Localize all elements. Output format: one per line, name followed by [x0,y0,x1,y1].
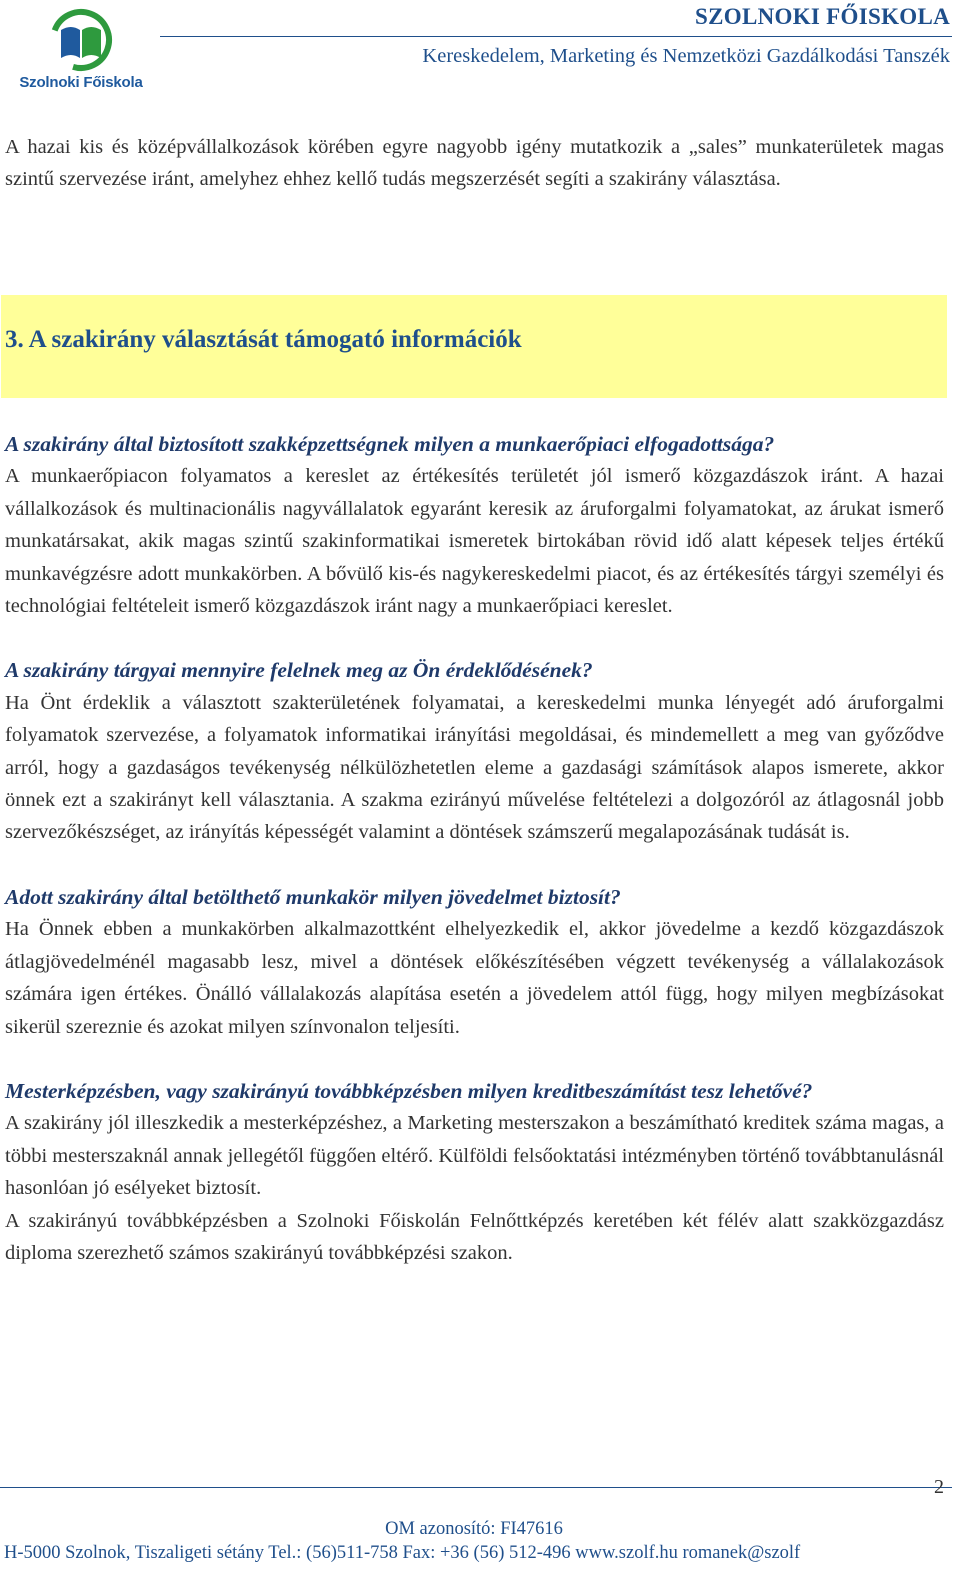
department-name: Kereskedelem, Marketing és Nemzetközi Gazdálkodási Tanszék [422,45,950,67]
header-divider [160,36,952,37]
section-title: 3. A szakirány választását támogató információk [5,326,522,353]
om-id: OM azonosító: FI47616 [385,1519,563,1539]
question-heading: Adott szakirány által betölthető munkakör milyen jövedelmet biztosít? [5,884,621,909]
page-number: 2 [934,1476,944,1498]
answer-paragraph: Ha Önnek ebben a munkakörben alkalmazottként elhelyezkedik el, akkor jövedelme a kezdő közgazdászok átlagjövedelménél magasabb lesz, mivel a döntések előkészítésében végzett tevékenység a vállalakozások számára igen értékes. Önálló vállalakozás alapítása esetén a jövedelem attól függ, hogy milyen megbízásokat sikerül szereznie és azokat milyen színvonalon teljesíti. [5,918,944,1038]
qa-list [5,428,944,1269]
footer-divider [0,1487,952,1488]
answer-paragraph: A munkaerőpiacon folyamatos a kereslet az értékesítés területét jól ismerő közgazdászok iránt. A hazai vállalkozások és multinacionális nagyvállalatok egyaránt keresik az áruforgalmi folyamatokat, az árukat ismerő munkatársakat, akik magas szintű szakinformatikai ismeretek birtokában rövid idő alatt képesek teljes értékű munkavégzésre adott munkakörben. A bővülő kis-és nagykereskedelmi piacot, és az értékesítés tárgyi személyi és technológiai feltételeit ismerő közgazdászok iránt nagy a munkaerőpiaci kereslet. [5,465,944,618]
intro-section [5,131,944,196]
logo-text: Szolnoki Főiskola [19,74,143,91]
answer-paragraph: A szakirány jól illeszkedik a mesterképzéshez, a Marketing mesterszakon a beszámítható kreditek száma magas, a többi mesterszaknál annak jellegétől függően eltérő. Külföldi felsőoktatási intézményben történő továbbtanulásnál hasonlóan jó esélyeket biztosít. [5,1112,944,1200]
open-book-logo-icon [41,8,121,72]
answer-paragraph: Ha Önt érdeklik a választott szakterületének folyamatai, a kereskedelmi munka lényegét adó áruforgalmi folyamatok szervezése, a folyamatok informatikai irányítási megoldásai, és mindemellett a meg van győződve arról, hogy a gazdaságos tevékenység nélkülözhetetlen eleme a gazdasági számítások alapos ismerete, akkor önnek ezt a szakirányt kell választania. A szakma ezirányú művelése feltételezi a dolgozóról az átlagosnál jobb szervezőkészséget, az irányítás képességét valamint a döntések számszerű megalapozásának tudását is. [5,691,944,844]
answer-paragraph: A szakirányú továbbképzésben a Szolnoki Főiskolán Felnőttképzés keretében két félév alatt szakközgazdász diploma szerezhető számos szakirányú továbbképzési szakon. [5,1209,944,1264]
footer-address: H-5000 Szolnok, Tiszaligeti sétány Tel.: (56)511-758 Fax: +36 (56) 512-496 www.szolf.hu romanek@szolf [4,1543,801,1563]
question-heading: A szakirány által biztosított szakképzettségnek milyen a munkaerőpiaci elfogadottsága? [5,432,775,456]
school-title: SZOLNOKI FŐISKOLA [695,4,950,29]
intro-paragraph: A hazai kis és középvállalkozások körében egyre nagyobb igény mutatkozik a „sales” munkaterületek magas szintű szervezése iránt, amelyhez ehhez kellő tudás megszerzését segíti a szakirány választása. [5,136,944,191]
question-heading: A szakirány tárgyai mennyire felelnek meg az Ön érdeklődésének? [5,658,593,683]
page-header [0,0,960,100]
question-heading: Mesterképzésben, vagy szakirányú továbbképzésben milyen kreditbeszámítást tesz lehetővé? [5,1078,813,1103]
school-logo [14,8,148,96]
